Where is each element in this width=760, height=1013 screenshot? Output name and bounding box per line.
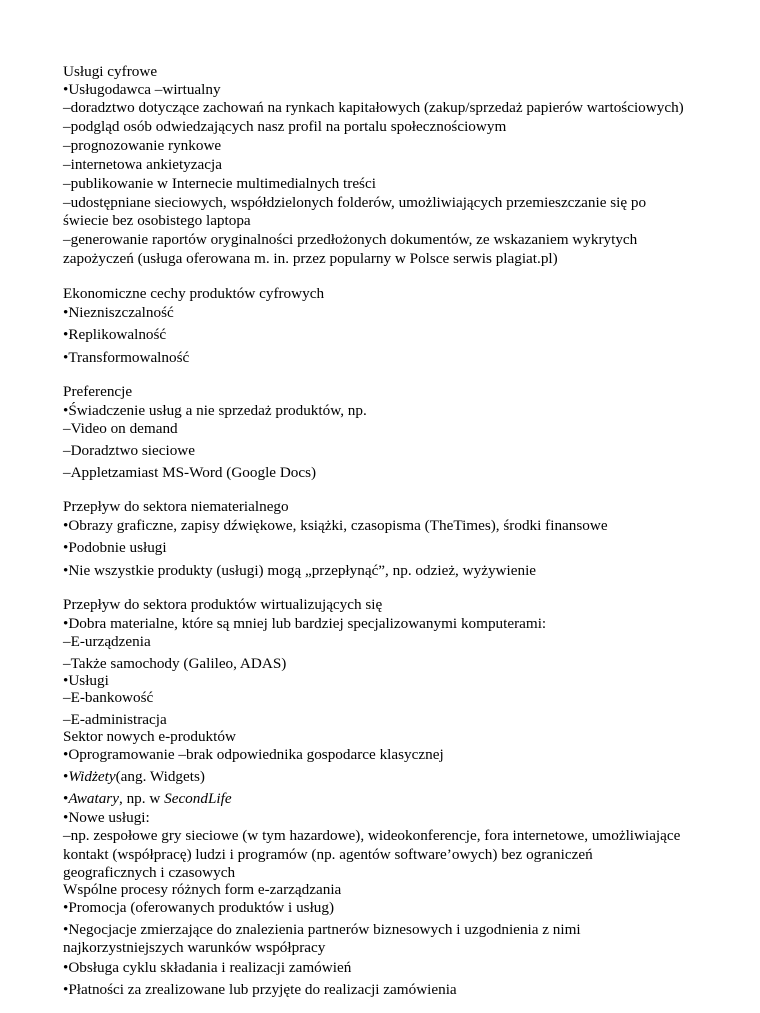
dash-line: –generowanie raportów oryginalności przedłożonych dokumentów, ze wskazaniem wykrytych (63, 231, 638, 248)
section-heading: Przepływ do sektora niematerialnego (63, 498, 289, 515)
dash-line: –publikowanie w Internecie multimedialnych treści (63, 175, 376, 192)
italic-term: SecondLife (164, 790, 232, 807)
section-heading: Wspólne procesy różnych form e-zarządzania (63, 881, 342, 898)
dash-line: –prognozowanie rynkowe (63, 137, 222, 154)
bullet-line: •Negocjacje zmierzające do znalezienia partnerów biznesowych i uzgodnienia z nimi (63, 921, 581, 938)
section-heading: Preferencje (63, 383, 133, 400)
bullet-line: •Nowe usługi: (63, 809, 150, 826)
bullet-line: •Dobra materialne, które są mniej lub bardziej specjalizowanymi komputerami: (63, 615, 547, 632)
bullet-line: •Płatności za zrealizowane lub przyjęte do realizacji zamówienia (63, 981, 457, 998)
bullet-line: •Usługi (63, 672, 109, 689)
italic-term: Widżety (68, 768, 116, 785)
text-line: świecie bez osobistego laptopa (63, 212, 251, 229)
text-line: kontakt (współpracę) ludzi i programów (np. agentów software’owych) bez ograniczeń (63, 846, 593, 863)
dash-line: –E-administracja (63, 711, 167, 728)
bullet-line: •Oprogramowanie –brak odpowiednika gospodarce klasycznej (63, 746, 444, 763)
bullet-line-avatars (63, 790, 232, 808)
bullet-line: •Podobnie usługi (63, 539, 167, 556)
section-heading: Ekonomiczne cechy produktów cyfrowych (63, 285, 325, 302)
dash-line: –E-urządzenia (63, 633, 151, 650)
bullet-line: •Transformowalność (63, 349, 190, 366)
text-line: geograficznych i czasowych (63, 864, 236, 881)
dash-line: –Także samochody (Galileo, ADAS) (63, 655, 287, 672)
bullet-line: •Nie wszystkie produkty (usługi) mogą „przepłynąć”, np. odzież, wyżywienie (63, 562, 537, 579)
dash-line: –Video on demand (63, 420, 178, 437)
section-heading: Usługi cyfrowe (63, 63, 158, 80)
dash-line: –Doradztwo sieciowe (63, 442, 196, 459)
bullet-line: •Obrazy graficzne, zapisy dźwiękowe, książki, czasopisma (TheTimes), środki finansowe (63, 517, 608, 534)
bullet-char: • (63, 790, 69, 807)
bullet-line: •Niezniszczalność (63, 304, 174, 321)
bullet-line: •Usługodawca –wirtualny (63, 81, 221, 98)
dash-line: –internetowa ankietyzacja (63, 156, 222, 173)
line-text: (ang. Widgets) (115, 768, 205, 785)
bullet-char: • (63, 768, 69, 785)
dash-line: –Appletzamiast MS-Word (Google Docs) (63, 464, 317, 481)
text-line: najkorzystniejszych warunków współpracy (63, 939, 326, 956)
dash-line: –podgląd osób odwiedzających nasz profil na portalu społecznościowym (63, 118, 507, 135)
section-heading: Przepływ do sektora produktów wirtualizujących się (63, 596, 383, 613)
dash-line: –udostępniane sieciowych, współdzielonych folderów, umożliwiających przemieszczanie się po (63, 194, 647, 211)
bullet-line: •Promocja (oferowanych produktów i usług) (63, 899, 335, 916)
section-heading: Sektor nowych e-produktów (63, 728, 236, 745)
bullet-line-widgets (63, 768, 205, 786)
dash-line: –E-bankowość (63, 689, 154, 706)
bullet-line: •Obsługa cyklu składania i realizacji zamówień (63, 959, 352, 976)
text-line: zapożyczeń (usługa oferowana m. in. przez popularny w Polsce serwis plagiat.pl) (63, 250, 558, 267)
dash-line: –np. zespołowe gry sieciowe (w tym hazardowe), wideokonferencje, fora internetowe, umożliwiające (63, 827, 681, 844)
dash-line: –doradztwo dotyczące zachowań na rynkach kapitałowych (zakup/sprzedaż papierów wartościowych) (63, 99, 684, 116)
bullet-line: •Świadczenie usług a nie sprzedaż produktów, np. (63, 402, 367, 419)
bullet-line: •Replikowalność (63, 326, 167, 343)
italic-term: Awatary (68, 790, 119, 807)
line-text: , np. w (118, 790, 165, 807)
